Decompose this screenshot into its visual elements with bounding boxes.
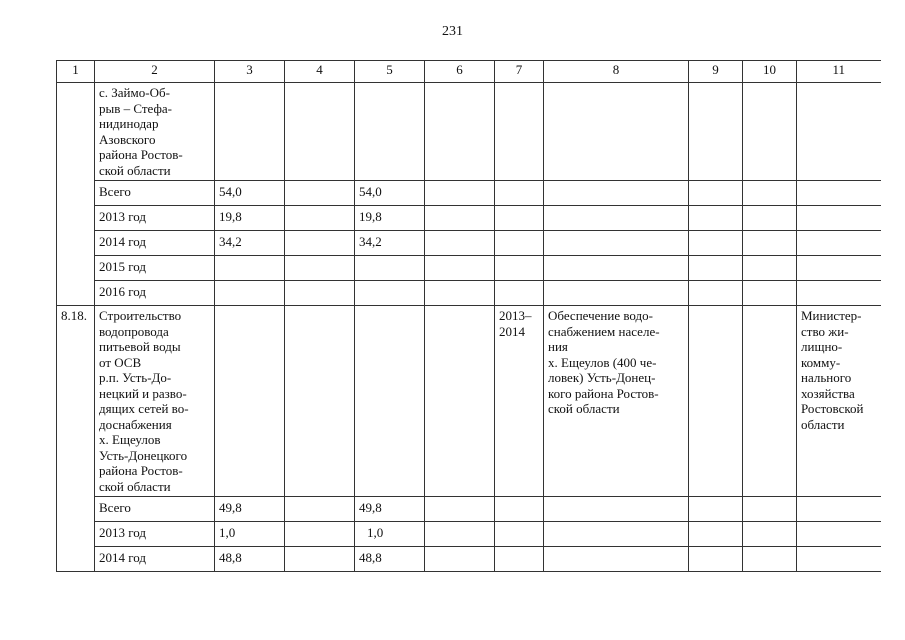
header-col-6: 6	[425, 61, 495, 83]
budget-value	[355, 256, 425, 281]
row-label: 2013 год	[95, 206, 215, 231]
text-line: х. Ещеулов (400 че-	[548, 354, 657, 370]
text-line: ской области	[99, 162, 171, 178]
text-line: 2013–	[499, 308, 532, 323]
budget-value: 1,0	[355, 522, 425, 547]
total-value: 19,8	[215, 206, 285, 231]
budget-value: 19,8	[355, 206, 425, 231]
measure-number-cell: 8.18.	[57, 306, 95, 572]
text-line: района Ростов-	[99, 463, 183, 478]
total-value	[215, 281, 285, 306]
budget-value: 54,0	[355, 181, 425, 206]
row-label: Всего	[95, 497, 215, 522]
table-row	[57, 522, 881, 547]
budget-value: 34,2	[355, 231, 425, 256]
expected-result-cell	[544, 306, 689, 497]
row-label: 2013 год	[95, 522, 215, 547]
header-col-3: 3	[215, 61, 285, 83]
text-line: доснабжения	[99, 416, 172, 432]
header-col-10: 10	[743, 61, 797, 83]
text-line: Азовского	[99, 131, 156, 147]
text-line: ской области	[99, 478, 171, 494]
text-line: области	[801, 416, 845, 432]
text-line: ния	[548, 339, 568, 354]
total-value: 1,0	[215, 522, 285, 547]
total-value: 48,8	[215, 547, 285, 572]
header-col-2: 2	[95, 61, 215, 83]
text-line: рыв – Стефа-	[99, 100, 173, 116]
header-col-7: 7	[495, 61, 544, 83]
budget-value: 48,8	[355, 547, 425, 572]
table-row	[57, 206, 881, 231]
header-col-4: 4	[285, 61, 355, 83]
text-line: кого района Ростов-	[548, 385, 659, 401]
table-row	[57, 281, 881, 306]
row-label: 2016 год	[95, 281, 215, 306]
total-value: 54,0	[215, 181, 285, 206]
row-label: 2014 год	[95, 547, 215, 572]
total-value: 34,2	[215, 231, 285, 256]
header-row	[57, 61, 881, 83]
measure-number-cell	[57, 83, 95, 306]
text-line: Обеспечение водо-	[548, 308, 653, 323]
text-line: от ОСВ	[99, 354, 142, 370]
budget-value: 49,8	[355, 497, 425, 522]
text-line: хозяйства	[801, 385, 855, 401]
text-line: ской области	[548, 401, 620, 416]
text-line: Усть-Донецкого	[99, 447, 188, 463]
measure-name-cell	[95, 306, 215, 497]
text-line: снабжением населе-	[548, 323, 660, 339]
text-line: дящих сетей во-	[99, 401, 189, 416]
total-value: 49,8	[215, 497, 285, 522]
text-line: х. Ещеулов	[99, 432, 161, 447]
row-label: 2015 год	[95, 256, 215, 281]
table-row	[57, 306, 881, 497]
table-row	[57, 547, 881, 572]
text-line: нального	[801, 370, 852, 385]
text-line: р.п. Усть-До-	[99, 370, 172, 385]
text-line: Ростовской	[801, 401, 864, 416]
table-row	[57, 83, 881, 181]
text-line: района Ростов-	[99, 147, 183, 162]
text-line: ловек) Усть-Донец-	[548, 370, 656, 385]
table-row	[57, 181, 881, 206]
table-row	[57, 256, 881, 281]
table-row	[57, 497, 881, 522]
text-line: питьевой воды	[99, 339, 181, 354]
text-line: Министер-	[801, 308, 862, 323]
header-col-11: 11	[797, 61, 881, 83]
text-line: комму-	[801, 354, 841, 370]
page-number: 231	[442, 24, 463, 39]
text-line: лищно-	[801, 339, 843, 354]
header-col-9: 9	[689, 61, 743, 83]
text-line: нецкий и разво-	[99, 385, 187, 401]
text-line: водопровода	[99, 323, 169, 339]
period-cell	[495, 306, 544, 497]
text-line: ство жи-	[801, 323, 849, 339]
text-line: Строительство	[99, 308, 182, 323]
text-line: 2014	[499, 323, 525, 339]
header-col-8: 8	[544, 61, 689, 83]
row-label: 2014 год	[95, 231, 215, 256]
header-col-1: 1	[57, 61, 95, 83]
header-col-5: 5	[355, 61, 425, 83]
executor-cell	[797, 306, 881, 497]
measure-name-cell	[95, 83, 215, 181]
table-row	[57, 231, 881, 256]
text-line: с. Займо-Об-	[99, 85, 170, 100]
budget-value	[355, 281, 425, 306]
total-value	[215, 256, 285, 281]
program-measures-table	[56, 60, 881, 572]
row-label: Всего	[95, 181, 215, 206]
text-line: нидинодар	[99, 116, 159, 131]
